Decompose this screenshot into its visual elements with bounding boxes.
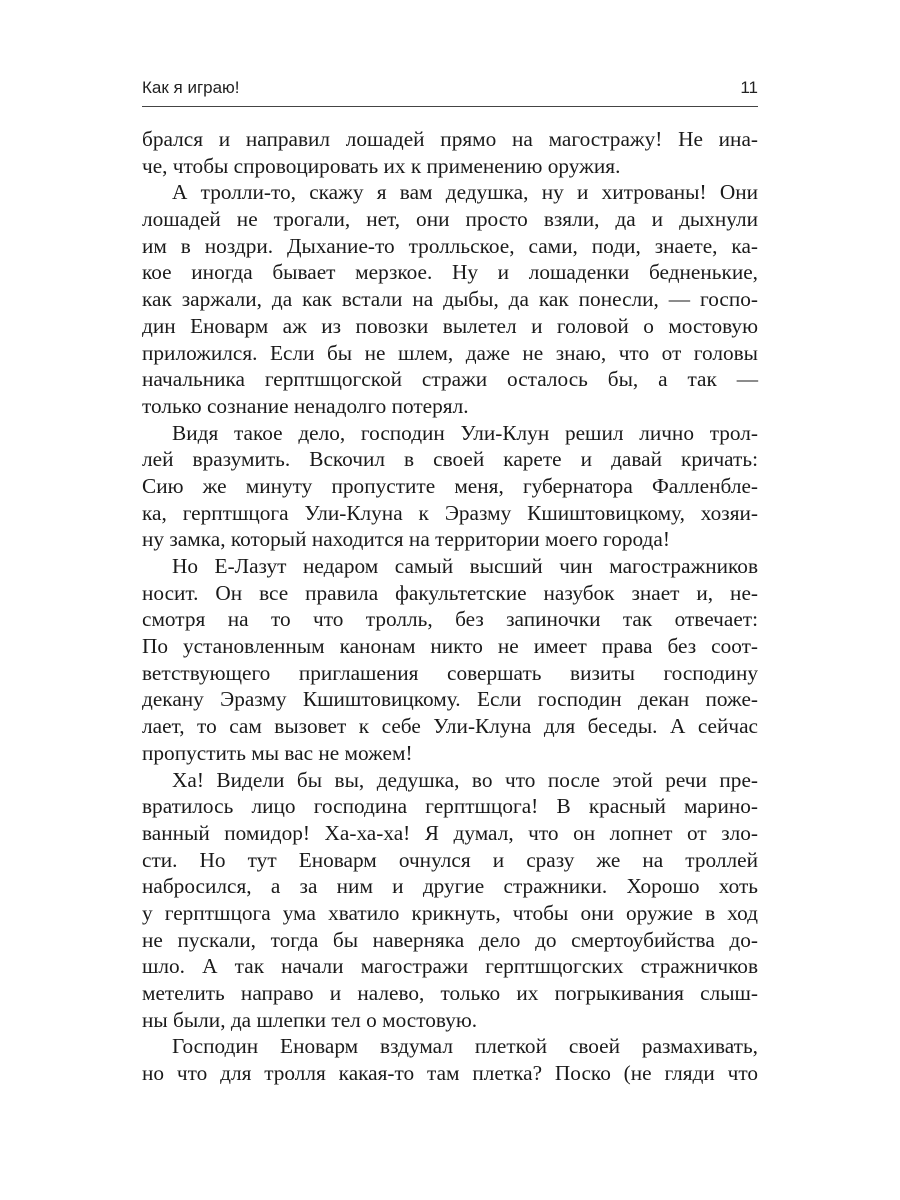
text-line: А тролли-то, скажу я вам дедушка, ну и хитрованы! Они [172,180,758,205]
running-head-title: Как я играю! [142,78,240,97]
body-text [142,126,758,1087]
text-line: набросился, а за ним и другие стражники. Хорошо хоть [142,874,758,899]
text-line: пропустить мы вас не можем! [142,740,413,765]
text-line: Но Е-Лазут недаром самый высший чин магостражников [172,554,758,578]
text-line: ветствующего приглашения совершать визиты господину [142,660,758,685]
text-line: смотря на то что тролль, без запиночки так отвечает: [142,607,758,632]
page-number: 11 [740,78,758,97]
text-line: дин Еноварм аж из повозки вылетел и головой о мостовую [142,313,758,338]
text-line: кое иногда бывает мерзкое. Ну и лошаденки бедненькие, [142,260,758,285]
text-line: ка, герптшцога Ули-Клуна к Эразму Кшиштовицкому, хозяи- [142,500,758,525]
paragraph [142,179,758,419]
text-line: лей вразумить. Вскочил в своей карете и давай кричать: [142,447,758,472]
text-line: че, чтобы спровоцировать их к применению оружия. [142,153,621,178]
text-line: у герптшцога ума хватило крикнуть, чтобы они оружие в ход [142,900,758,925]
text-line: приложился. Если бы не шлем, даже не знаю, что от головы [142,340,758,365]
paragraph [142,767,758,1034]
text-line: ванный помидор! Ха-ха-ха! Я думал, что он лопнет от зло- [142,820,758,845]
text-line: шло. А так начали магостражи герптшцогских стражничков [142,954,758,979]
text-line: им в ноздри. Дыхание-то тролльское, сами, поди, знаете, ка- [142,233,758,258]
text-line: метелить направо и налево, только их погрыкивания слыш- [142,981,758,1005]
text-line: вратилось лицо господина герптшцога! В красный марино- [142,794,758,819]
text-line: Видя такое дело, господин Ули-Клун решил лично трол- [172,420,758,445]
text-line: декану Эразму Кшиштовицкому. Если господин декан поже- [142,687,758,712]
running-head [142,76,758,107]
text-line: ны были, да шлепки тел о мостовую. [142,1007,478,1032]
text-line: По установленным канонам никто не имеет права без соот- [142,634,758,659]
text-line: Сию же минуту пропустите меня, губернатора Фалленбле- [142,473,758,498]
text-line: сти. Но тут Еноварм очнулся и сразу же на троллей [142,847,758,872]
paragraph [142,1033,758,1086]
text-line: Ха! Видели бы вы, дедушка, во что после этой речи пре- [172,767,758,792]
paragraph [142,420,758,553]
text-line: брался и направил лошадей прямо на магостражу! Не ина- [142,127,758,151]
text-line: лошадей не трогали, нет, они просто взяли, да и дыхнули [142,207,758,232]
text-line: но что для тролля какая-то там плетка? Поско (не гляди что [142,1061,758,1086]
paragraph [142,553,758,767]
paragraph [142,126,758,179]
text-line: начальника герптшцогской стражи осталось бы, а так — [142,367,758,392]
text-line: как заржали, да как встали на дыбы, да как понесли, — госпо- [142,287,758,312]
text-line: не пускали, тогда бы наверняка дело до смертоубийства до- [142,927,758,952]
text-line: Господин Еноварм вздумал плеткой своей размахивать, [172,1034,758,1059]
text-line: лает, то сам вызовет к себе Ули-Клуна для беседы. А сейчас [142,714,758,739]
text-line: носит. Он все правила факультетские назубок знает и, не- [142,580,758,605]
text-line: только сознание ненадолго потерял. [142,393,469,418]
text-line: ну замка, который находится на территории моего города! [142,527,670,552]
